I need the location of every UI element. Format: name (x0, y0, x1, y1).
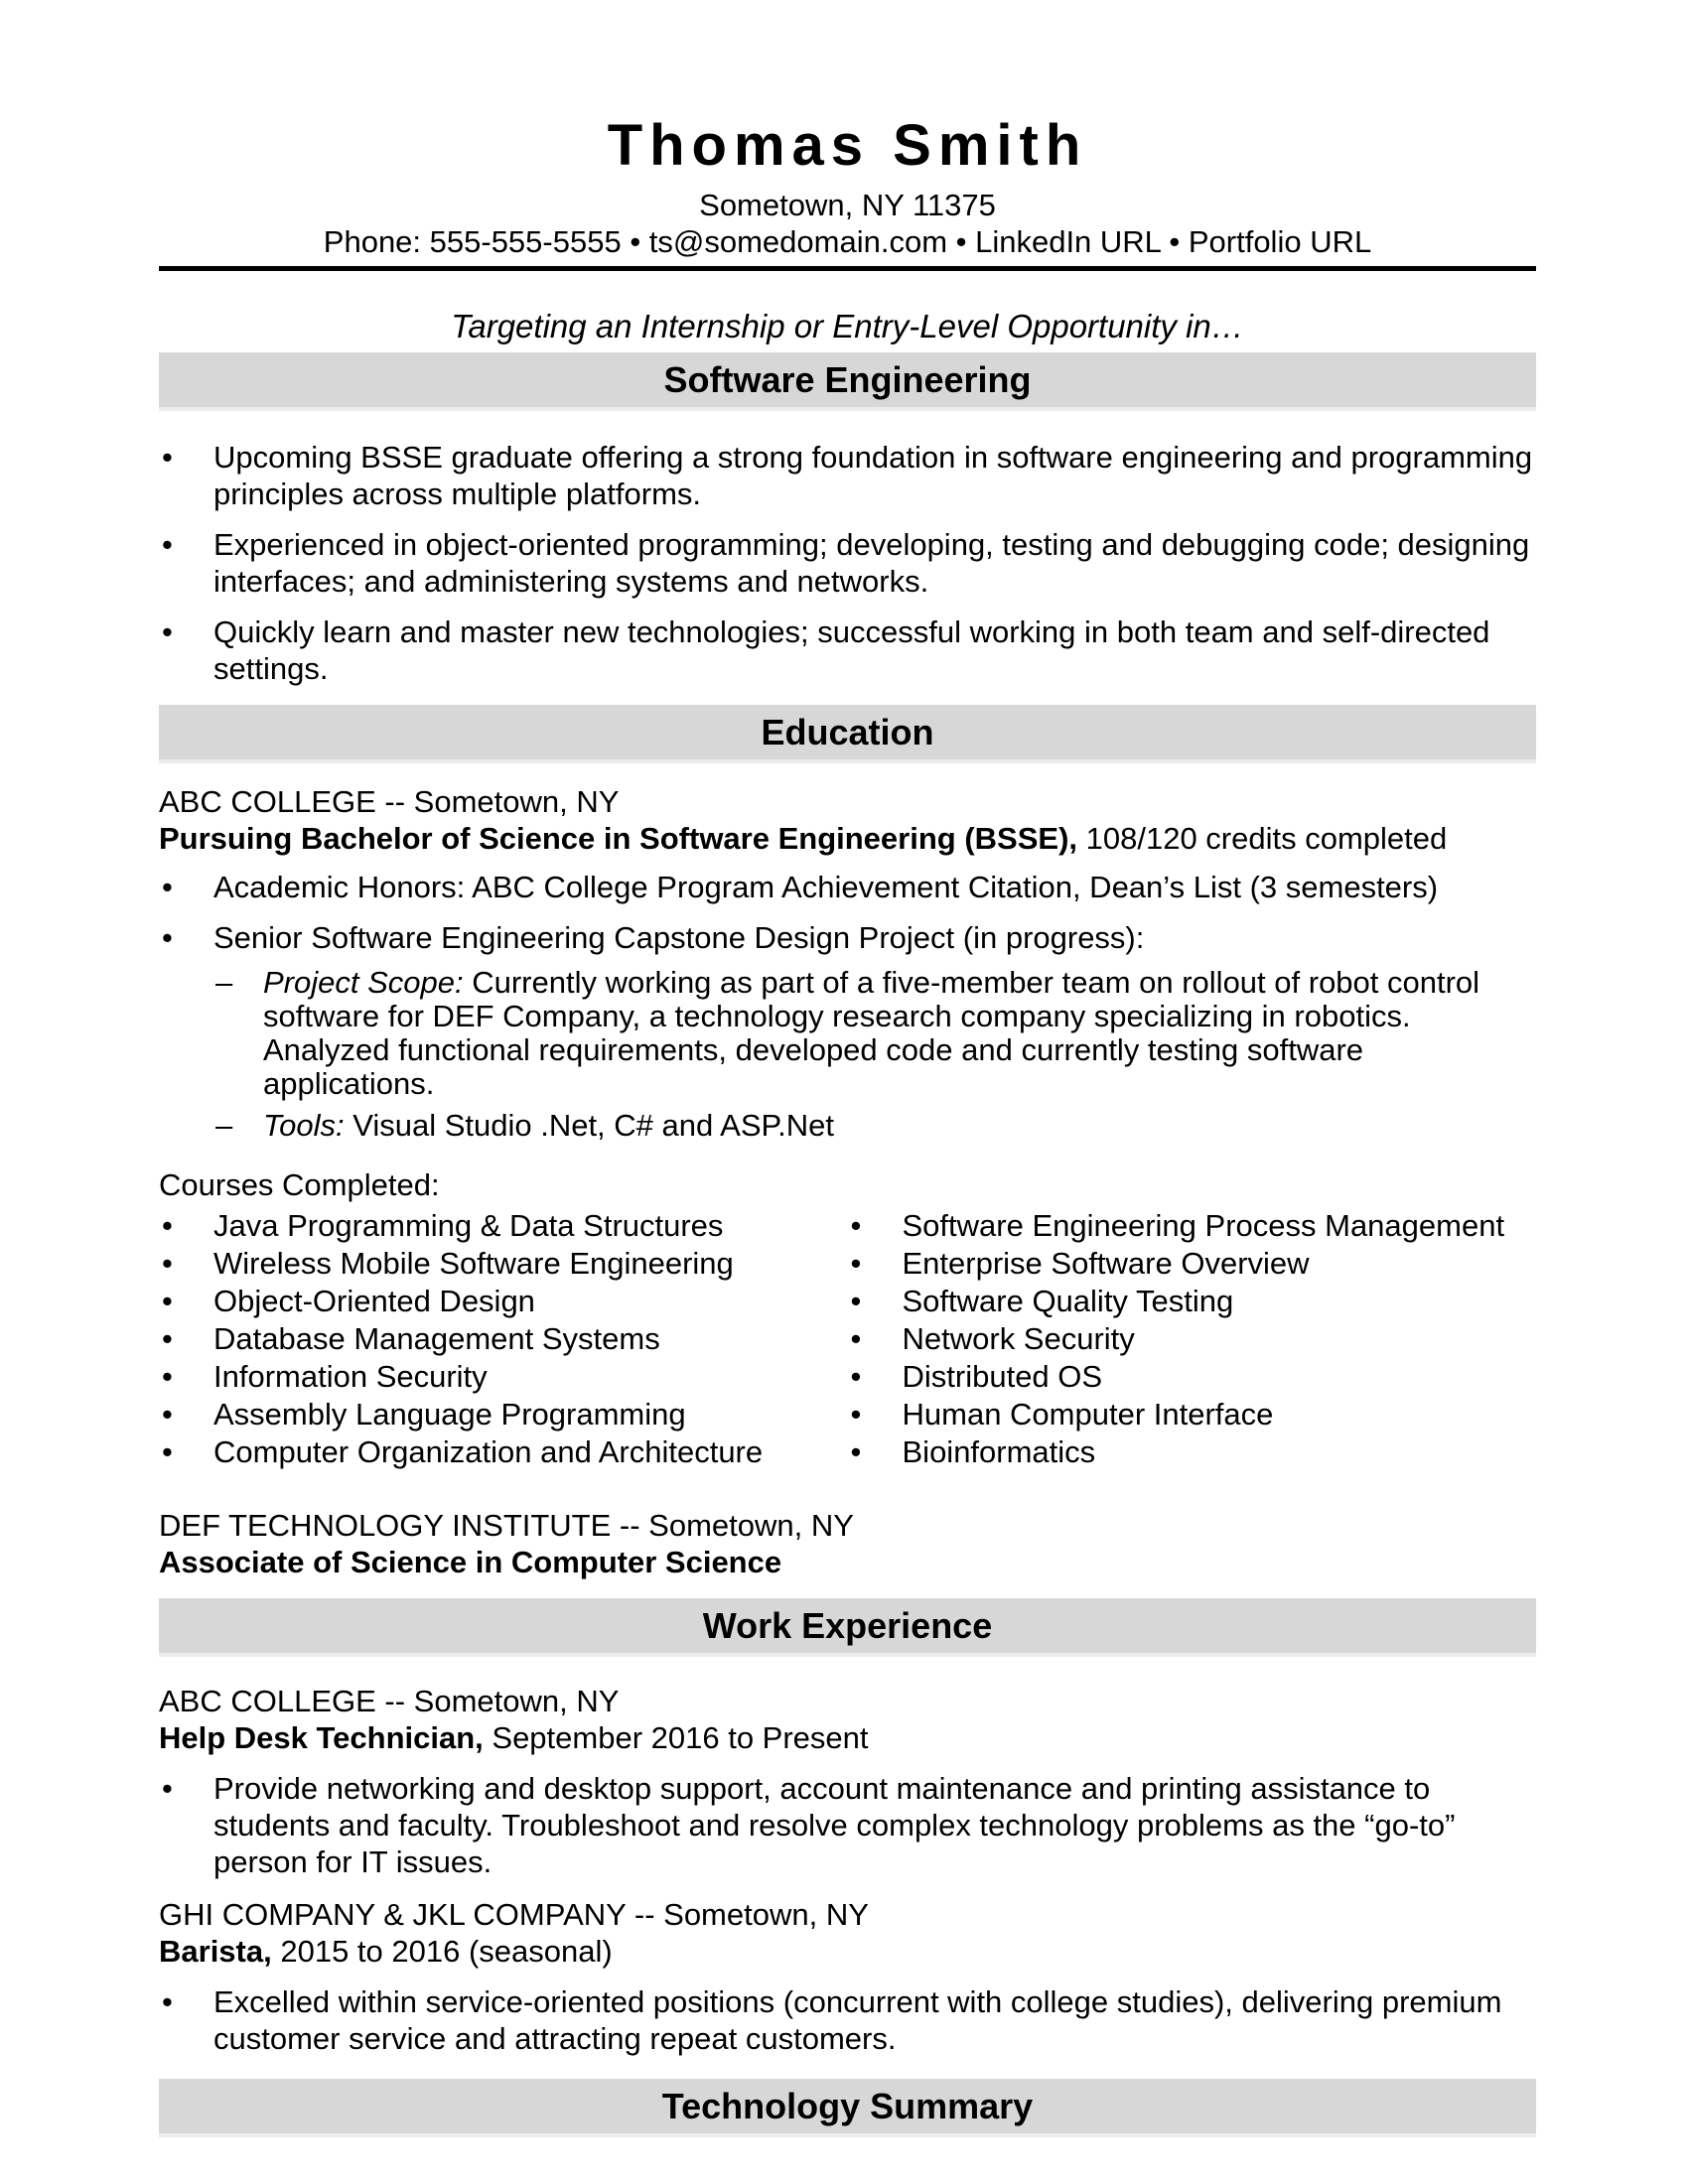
degree-title: Pursuing Bachelor of Science in Software Engineering (BSSE), (159, 821, 1078, 856)
employer-line: ABC COLLEGE -- Sometown, NY (159, 1684, 620, 1718)
section-header-education: Education (159, 705, 1536, 763)
degree-credits: 108/120 credits completed (1085, 821, 1448, 856)
course-item: • Wireless Mobile Software Engineering (159, 1245, 848, 1283)
objective-line: Targeting an Internship or Entry-Level Opportunity in… (451, 308, 1244, 344)
summary-bullet: • Upcoming BSSE graduate offering a strong foundation in software engineering and programming principles across multiple platforms. (159, 439, 1536, 512)
course-item: • Java Programming & Data Structures (159, 1207, 848, 1245)
course-item: • Computer Organization and Architecture (159, 1433, 848, 1471)
summary-bullet-list (159, 439, 1536, 687)
school-name-line: ABC COLLEGE -- Sometown, NY (159, 784, 620, 819)
sub-bullet-text: Currently working as part of a five-member team on rollout of robot control software for DEF Company, a technology research company specializing in robotics. Analyzed functional requirements, developed code and currently testing software applications. (263, 965, 1480, 1101)
courses-column-1 (159, 1207, 848, 1471)
school-name-line: DEF TECHNOLOGY INSTITUTE -- Sometown, NY (159, 1508, 854, 1543)
section-header-work-experience: Work Experience (159, 1598, 1536, 1657)
sub-bullet-label: Project Scope: (263, 965, 464, 1000)
summary-bullet: • Experienced in object-oriented programming; developing, testing and debugging code; designing interfaces; and administering systems and networks. (159, 526, 1536, 600)
course-item: • Bioinformatics (848, 1433, 1537, 1471)
job-bullet: • Provide networking and desktop support, account maintenance and printing assistance to students and faculty. Troubleshoot and resolve complex technology problems as the “go-to” person for IT issues. (159, 1770, 1536, 1880)
resume-header (159, 111, 1536, 271)
section-header-technology-summary: Technology Summary (159, 2079, 1536, 2137)
courses-grid (159, 1207, 1536, 1471)
degree-title: Associate of Science in Computer Science (159, 1545, 782, 1579)
candidate-name: Thomas Smith (607, 113, 1088, 178)
degree-line (159, 820, 1536, 857)
education-bullet: • Academic Honors: ABC College Program Achievement Citation, Dean’s List (3 semesters) (159, 869, 1536, 905)
courses-column-2 (848, 1207, 1537, 1471)
capstone-sub-bullet (159, 1109, 1536, 1143)
job-entry-2 (159, 1896, 1536, 2057)
education-bullet-list (159, 869, 1536, 956)
capstone-sub-bullet-list (159, 966, 1536, 1143)
education-school-1 (159, 783, 1536, 857)
contact-line: Phone: 555-555-5555 • ts@somedomain.com • LinkedIn URL • Portfolio URL (323, 224, 1372, 259)
job-bullet-list (159, 1983, 1536, 2057)
job-title: Help Desk Technician, (159, 1720, 484, 1755)
course-item: • Database Management Systems (159, 1320, 848, 1358)
education-school-2 (159, 1507, 1536, 1580)
course-item: • Object-Oriented Design (159, 1283, 848, 1320)
section-header-software-engineering: Software Engineering (159, 352, 1536, 411)
course-item: • Assembly Language Programming (159, 1396, 848, 1433)
course-item: • Software Quality Testing (848, 1283, 1537, 1320)
course-item: • Software Engineering Process Management (848, 1207, 1537, 1245)
job-title-line (159, 1719, 1536, 1756)
course-item: • Distributed OS (848, 1358, 1537, 1396)
job-entry-1 (159, 1683, 1536, 1880)
course-item: • Enterprise Software Overview (848, 1245, 1537, 1283)
capstone-sub-bullet (159, 966, 1536, 1101)
summary-bullet: • Quickly learn and master new technologies; successful working in both team and self-directed settings. (159, 614, 1536, 687)
job-dates: September 2016 to Present (492, 1720, 869, 1755)
course-item: • Network Security (848, 1320, 1537, 1358)
candidate-location: Sometown, NY 11375 (699, 188, 996, 222)
job-title: Barista, (159, 1934, 272, 1969)
sub-bullet-label: Tools: (263, 1108, 345, 1143)
job-bullet: • Excelled within service-oriented positions (concurrent with college studies), delivering premium customer service and attracting repeat customers. (159, 1983, 1536, 2057)
course-item: • Human Computer Interface (848, 1396, 1537, 1433)
course-item: • Information Security (159, 1358, 848, 1396)
job-title-line (159, 1933, 1536, 1970)
sub-bullet-text: Visual Studio .Net, C# and ASP.Net (352, 1108, 835, 1143)
education-bullet: • Senior Software Engineering Capstone Design Project (in progress): (159, 919, 1536, 956)
job-bullet-list (159, 1770, 1536, 1880)
job-dates: 2015 to 2016 (seasonal) (280, 1934, 613, 1969)
employer-line: GHI COMPANY & JKL COMPANY -- Sometown, NY (159, 1897, 869, 1932)
header-divider (159, 266, 1536, 271)
courses-completed-label: Courses Completed: (159, 1167, 440, 1202)
